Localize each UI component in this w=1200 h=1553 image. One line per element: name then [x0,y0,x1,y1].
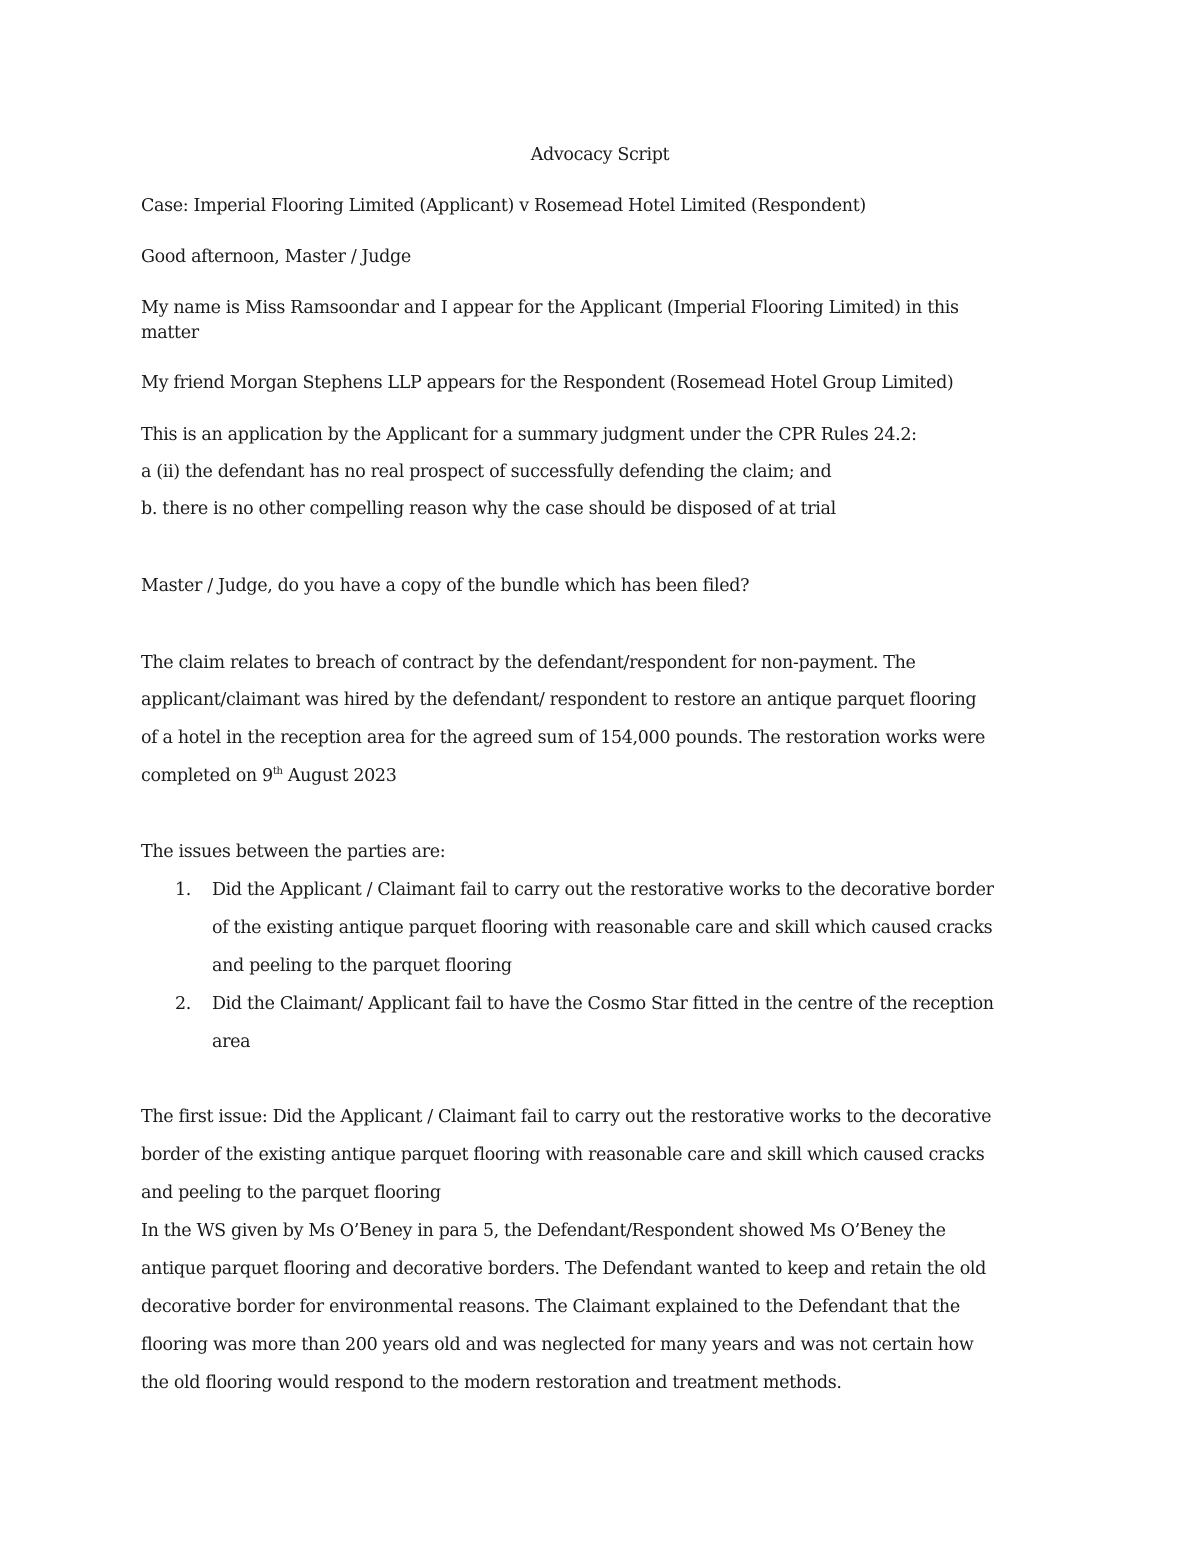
claim-line: applicant/claimant was hired by the defendant/ respondent to restore an antique parquet flooring [141,690,977,710]
first-issue-line: decorative border for environmental reasons. The Claimant explained to the Defendant that the [141,1297,960,1317]
issue-number: 2. [175,994,191,1014]
claim-date-post: August 2023 [282,766,397,786]
issue-line: Did the Claimant/ Applicant fail to have the Cosmo Star fitted in the centre of the reception [212,994,994,1014]
first-issue-line: flooring was more than 200 years old and was neglected for many years and was not certain how [141,1335,974,1355]
ground-a: a (ii) the defendant has no real prospect of successfully defending the claim; and [141,462,832,482]
issue-number: 1. [175,880,191,900]
issues-heading: The issues between the parties are: [141,842,446,862]
issue-line: Did the Applicant / Claimant fail to carry out the restorative works to the decorative border [212,880,994,900]
issue-line: of the existing antique parquet flooring with reasonable care and skill which caused cracks [212,918,993,938]
claim-line: The claim relates to breach of contract by the defendant/respondent for non-payment. The [141,653,916,673]
document-title: Advocacy Script [530,145,670,165]
claim-line [141,764,396,788]
intro-line: My name is Miss Ramsoondar and I appear for the Applicant (Imperial Flooring Limited) in this [141,298,959,318]
ground-b: b. there is no other compelling reason why the case should be disposed of at trial [141,499,836,519]
intro-line: matter [141,323,199,343]
first-issue-line: and peeling to the parquet flooring [141,1183,441,1203]
issue-line: and peeling to the parquet flooring [212,956,512,976]
bundle-question: Master / Judge, do you have a copy of the bundle which has been filed? [141,576,750,596]
greeting-line: Good afternoon, Master / Judge [141,247,411,267]
first-issue-line: the old flooring would respond to the modern restoration and treatment methods. [141,1373,842,1393]
first-issue-line: In the WS given by Ms O’Beney in para 5, the Defendant/Respondent showed Ms O’Beney the [141,1221,946,1241]
issue-line: area [212,1032,251,1052]
first-issue-line: border of the existing antique parquet flooring with reasonable care and skill which caused cracks [141,1145,985,1165]
claim-date-sup: th [272,766,283,778]
application-line: This is an application by the Applicant for a summary judgment under the CPR Rules 24.2: [141,425,917,445]
claim-date-pre: completed on 9 [141,766,273,786]
first-issue-line: antique parquet flooring and decorative borders. The Defendant wanted to keep and retain the old [141,1259,986,1279]
case-line: Case: Imperial Flooring Limited (Applicant) v Rosemead Hotel Limited (Respondent) [141,196,866,216]
friend-line: My friend Morgan Stephens LLP appears for the Respondent (Rosemead Hotel Group Limited) [141,373,954,393]
first-issue-line: The first issue: Did the Applicant / Claimant fail to carry out the restorative works to the decorative [141,1107,992,1127]
claim-line: of a hotel in the reception area for the agreed sum of 154,000 pounds. The restoration works were [141,728,986,748]
